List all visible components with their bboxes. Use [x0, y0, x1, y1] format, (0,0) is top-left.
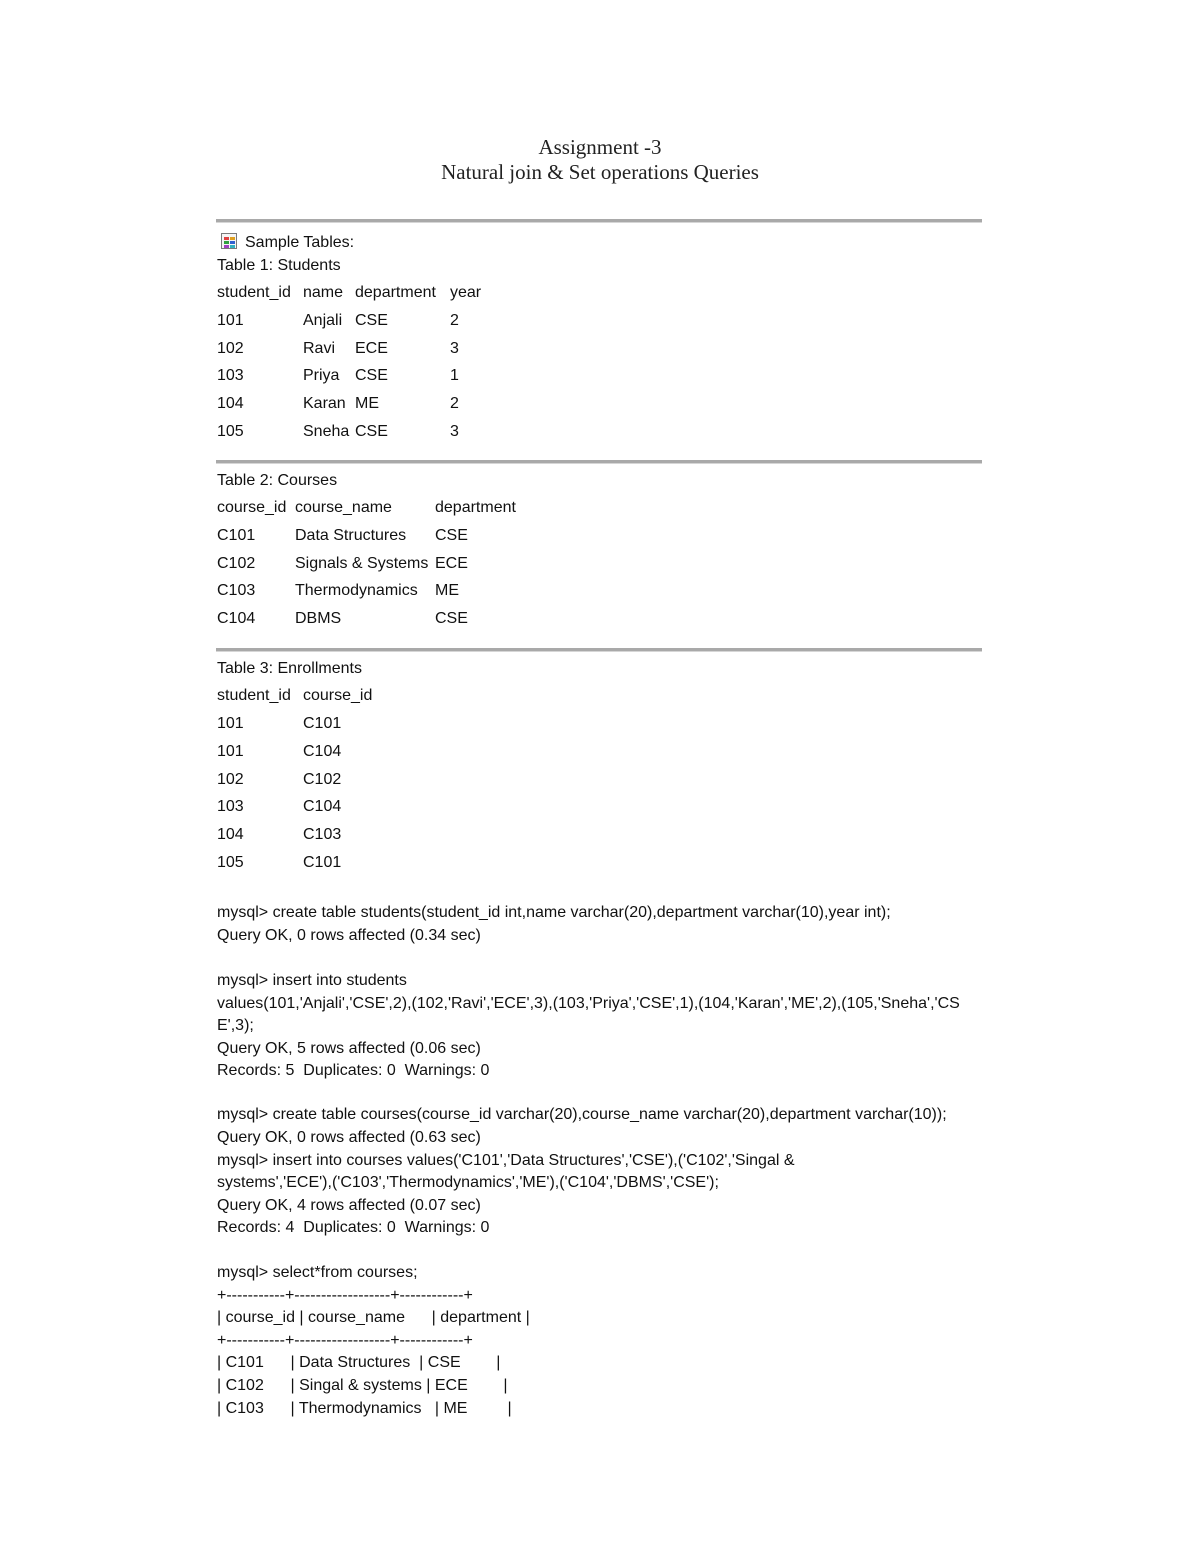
table-cell: 102 — [217, 340, 244, 357]
table-cell: C102 — [217, 555, 256, 572]
console-line: +-----------+------------------+------------+ — [217, 1287, 473, 1304]
column-header: department — [435, 499, 516, 516]
table-cell: CSE — [355, 423, 388, 440]
console-line: | C103 | Thermodynamics | ME | — [217, 1400, 512, 1417]
table-cell: Anjali — [303, 312, 343, 329]
console-line: mysql> create table students(student_id int,name varchar(20),department varchar(10),year int); — [217, 904, 891, 921]
console-line: | C102 | Singal & systems | ECE | — [217, 1377, 508, 1394]
column-header: department — [355, 284, 436, 301]
table-cell: C104 — [217, 610, 256, 627]
console-line: | C101 | Data Structures | CSE | — [217, 1354, 501, 1371]
courses-caption: Table 2: Courses — [217, 472, 338, 489]
table-cell: DBMS — [295, 610, 342, 627]
table-cell: CSE — [435, 527, 468, 544]
table-cell: CSE — [355, 312, 388, 329]
document-subtitle: Natural join & Set operations Queries — [441, 160, 759, 184]
column-header: name — [303, 284, 344, 301]
table-cell: ME — [435, 582, 459, 599]
table-cell: 1 — [450, 367, 459, 384]
table-cell: 104 — [217, 826, 244, 843]
table-cell: 102 — [217, 771, 244, 788]
table-cell: 101 — [217, 715, 244, 732]
column-header: course_id — [217, 499, 287, 516]
table-cell: 101 — [217, 743, 244, 760]
table-cell: CSE — [435, 610, 468, 627]
table-cell: Ravi — [303, 340, 336, 357]
console-line: +-----------+------------------+------------+ — [217, 1332, 473, 1349]
console-line: mysql> insert into students — [217, 972, 407, 989]
column-header: student_id — [217, 687, 291, 704]
table-cell: 3 — [450, 340, 459, 357]
table-cell: C101 — [303, 715, 342, 732]
sample-tables-heading: Sample Tables: — [245, 234, 355, 251]
table-cell: 105 — [217, 423, 244, 440]
table-cell: Thermodynamics — [295, 582, 418, 599]
table-cell: 105 — [217, 854, 244, 871]
table-cell: Karan — [303, 395, 346, 412]
table-cell: C102 — [303, 771, 342, 788]
divider — [216, 648, 982, 652]
console-line: Records: 4 Duplicates: 0 Warnings: 0 — [217, 1219, 490, 1236]
table-cell: 2 — [450, 312, 459, 329]
document-title: Assignment -3 — [538, 135, 662, 159]
table-cell: ECE — [355, 340, 388, 357]
table-cell: C104 — [303, 798, 342, 815]
column-header: course_name — [295, 499, 392, 516]
console-line: Query OK, 4 rows affected (0.07 sec) — [217, 1197, 481, 1214]
console-line: Records: 5 Duplicates: 0 Warnings: 0 — [217, 1062, 490, 1079]
console-line: values(101,'Anjali','CSE',2),(102,'Ravi','ECE',3),(103,'Priya','CSE',1),(104,'Karan','ME',2),(105,'Sneha','CS — [217, 995, 960, 1012]
table-cell: Data Structures — [295, 527, 407, 544]
console-line: Query OK, 5 rows affected (0.06 sec) — [217, 1040, 481, 1057]
enrollments-caption: Table 3: Enrollments — [217, 660, 362, 677]
table-cell: C101 — [303, 854, 342, 871]
table-cell: 101 — [217, 312, 244, 329]
table-cell: Sneha — [303, 423, 350, 440]
console-line: Query OK, 0 rows affected (0.63 sec) — [217, 1129, 481, 1146]
console-line: systems','ECE'),('C103','Thermodynamics','ME'),('C104','DBMS','CSE'); — [217, 1174, 719, 1191]
divider — [216, 219, 982, 223]
table-cell: CSE — [355, 367, 388, 384]
table-icon — [221, 233, 237, 249]
console-line: | course_id | course_name | department | — [217, 1309, 530, 1326]
console-line: mysql> create table courses(course_id varchar(20),course_name varchar(20),department varchar(10)); — [217, 1106, 947, 1123]
console-line: Query OK, 0 rows affected (0.34 sec) — [217, 927, 481, 944]
console-line: E',3); — [217, 1017, 254, 1034]
table-cell: C103 — [217, 582, 256, 599]
column-header: course_id — [303, 687, 373, 704]
column-header: student_id — [217, 284, 291, 301]
console-line: mysql> select*from courses; — [217, 1264, 418, 1281]
table-cell: Priya — [303, 367, 340, 384]
table-cell: ME — [355, 395, 379, 412]
table-cell: C103 — [303, 826, 342, 843]
table-cell: C101 — [217, 527, 256, 544]
table-cell: 3 — [450, 423, 459, 440]
table-cell: 2 — [450, 395, 459, 412]
console-line: mysql> insert into courses values('C101','Data Structures','CSE'),('C102','Singal & — [217, 1152, 795, 1169]
table-cell: 104 — [217, 395, 244, 412]
table-cell: ECE — [435, 555, 468, 572]
column-header: year — [450, 284, 482, 301]
table-cell: 103 — [217, 798, 244, 815]
table-cell: 103 — [217, 367, 244, 384]
table-cell: C104 — [303, 743, 342, 760]
table-cell: Signals & Systems — [295, 555, 429, 572]
divider — [216, 460, 982, 464]
students-caption: Table 1: Students — [217, 257, 341, 274]
